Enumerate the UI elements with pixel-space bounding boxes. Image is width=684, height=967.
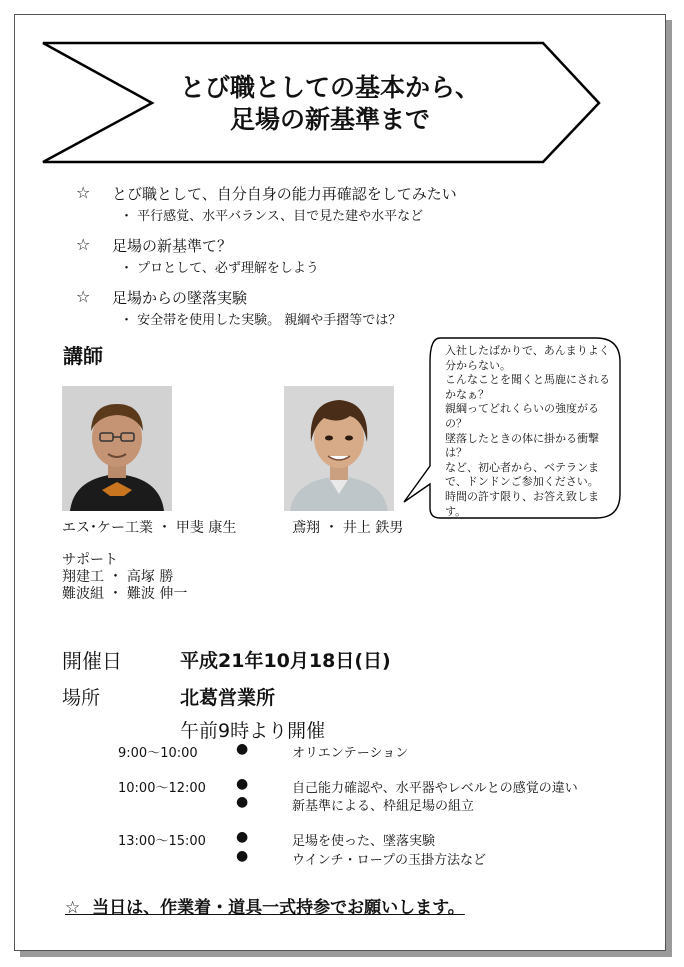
bullet-icon: ● bbox=[236, 829, 249, 845]
bubble-line: 入社したばかりで、あんまりよく bbox=[445, 344, 610, 357]
bubble-line: など、初心者から、ベテランま bbox=[445, 460, 599, 474]
schedule-item: 足場を使った、墜落実験 bbox=[292, 834, 436, 849]
bubble-line: 親綱ってどれくらいの強度がる bbox=[445, 402, 599, 416]
bubble-line: 墜落したときの体に掛かる衝撃 bbox=[445, 431, 599, 445]
topic-star-icon: ☆ bbox=[76, 235, 91, 254]
schedule-item: ウインチ・ロープの玉掛方法など bbox=[292, 853, 486, 868]
bullet-icon: ● bbox=[236, 794, 249, 810]
lecturer-caption: エス･ケー工業 ・ 甲斐 康生 bbox=[62, 520, 237, 536]
place-value: 北葛営業所 bbox=[180, 687, 276, 709]
start-time: 午前9時より開催 bbox=[180, 720, 326, 742]
bubble-line: の？ bbox=[445, 416, 467, 430]
person-icon bbox=[62, 386, 172, 511]
schedule-item: 新基準による、枠組足場の組立 bbox=[292, 799, 475, 814]
topic-star-icon: ☆ bbox=[76, 287, 91, 306]
lecturer-caption: 鳶翔 ・ 井上 鉄男 bbox=[292, 520, 404, 536]
banner-title-line2: 足場の新基準まで bbox=[229, 105, 430, 134]
bubble-line: 時間の許す限り、お答え致しま bbox=[445, 489, 599, 503]
date-value: 平成21年10月18日(日) bbox=[180, 650, 391, 672]
schedule-time: 13:00～15:00 bbox=[118, 834, 206, 849]
banner-title-line1: とび職としての基本から、 bbox=[179, 73, 480, 102]
place-label: 場所 bbox=[62, 687, 101, 709]
bubble-line: かなぁ？ bbox=[445, 387, 489, 401]
topic-star-icon: ☆ bbox=[76, 183, 91, 202]
topic-title: 足場からの墜落実験 bbox=[112, 289, 248, 307]
topic-detail: ・ 平行感覚、水平バランス、目で見た建や水平など bbox=[120, 209, 424, 224]
lecturer-photo bbox=[284, 386, 394, 511]
speech-bubble-text bbox=[445, 344, 623, 519]
topic-title: とび職として、自分自身の能力再確認をしてみたい bbox=[112, 185, 457, 203]
date-label: 開催日 bbox=[62, 649, 122, 673]
person-icon bbox=[284, 386, 394, 511]
schedule-time: 10:00～12:00 bbox=[118, 781, 206, 796]
lecturers-heading: 講師 bbox=[63, 344, 103, 368]
schedule-item: 自己能力確認や、水平器やレベルとの感覚の違い bbox=[292, 781, 578, 796]
topic-title: 足場の新基準て？ bbox=[112, 237, 233, 255]
bullet-icon: ● bbox=[236, 848, 249, 864]
topic-detail: ・ 安全帯を使用した実験。 親綱や手摺等では？ bbox=[120, 313, 402, 328]
footer-text: 当日は、作業着・道具一式持参でお願いします。 bbox=[92, 898, 465, 918]
bubble-line: 分からない。 bbox=[445, 358, 511, 372]
lecturer-photo bbox=[62, 386, 172, 511]
support-member: 翔建工 ・ 高塚 勝 bbox=[62, 569, 174, 585]
banner-title bbox=[150, 72, 510, 136]
footer-note bbox=[65, 893, 465, 918]
schedule-time: 9:00～10:00 bbox=[118, 746, 198, 761]
footer-star-icon: ☆ bbox=[65, 898, 81, 918]
support-heading: サポート bbox=[62, 552, 118, 568]
bullet-icon: ● bbox=[236, 741, 249, 757]
bullet-icon: ● bbox=[236, 776, 249, 792]
support-section bbox=[62, 552, 187, 603]
bubble-line: す。 bbox=[445, 504, 467, 518]
bubble-line: で、ドンドンご参加ください。 bbox=[445, 475, 599, 489]
bubble-line: は？ bbox=[445, 446, 467, 460]
support-member: 難波組 ・ 難波 伸一 bbox=[62, 586, 188, 602]
bubble-line: こんなことを聞くと馬鹿にされる bbox=[445, 373, 610, 387]
schedule-item: オリエンテーション bbox=[292, 746, 409, 761]
topic-detail: ・ プロとして、必ず理解をしよう bbox=[120, 261, 319, 276]
